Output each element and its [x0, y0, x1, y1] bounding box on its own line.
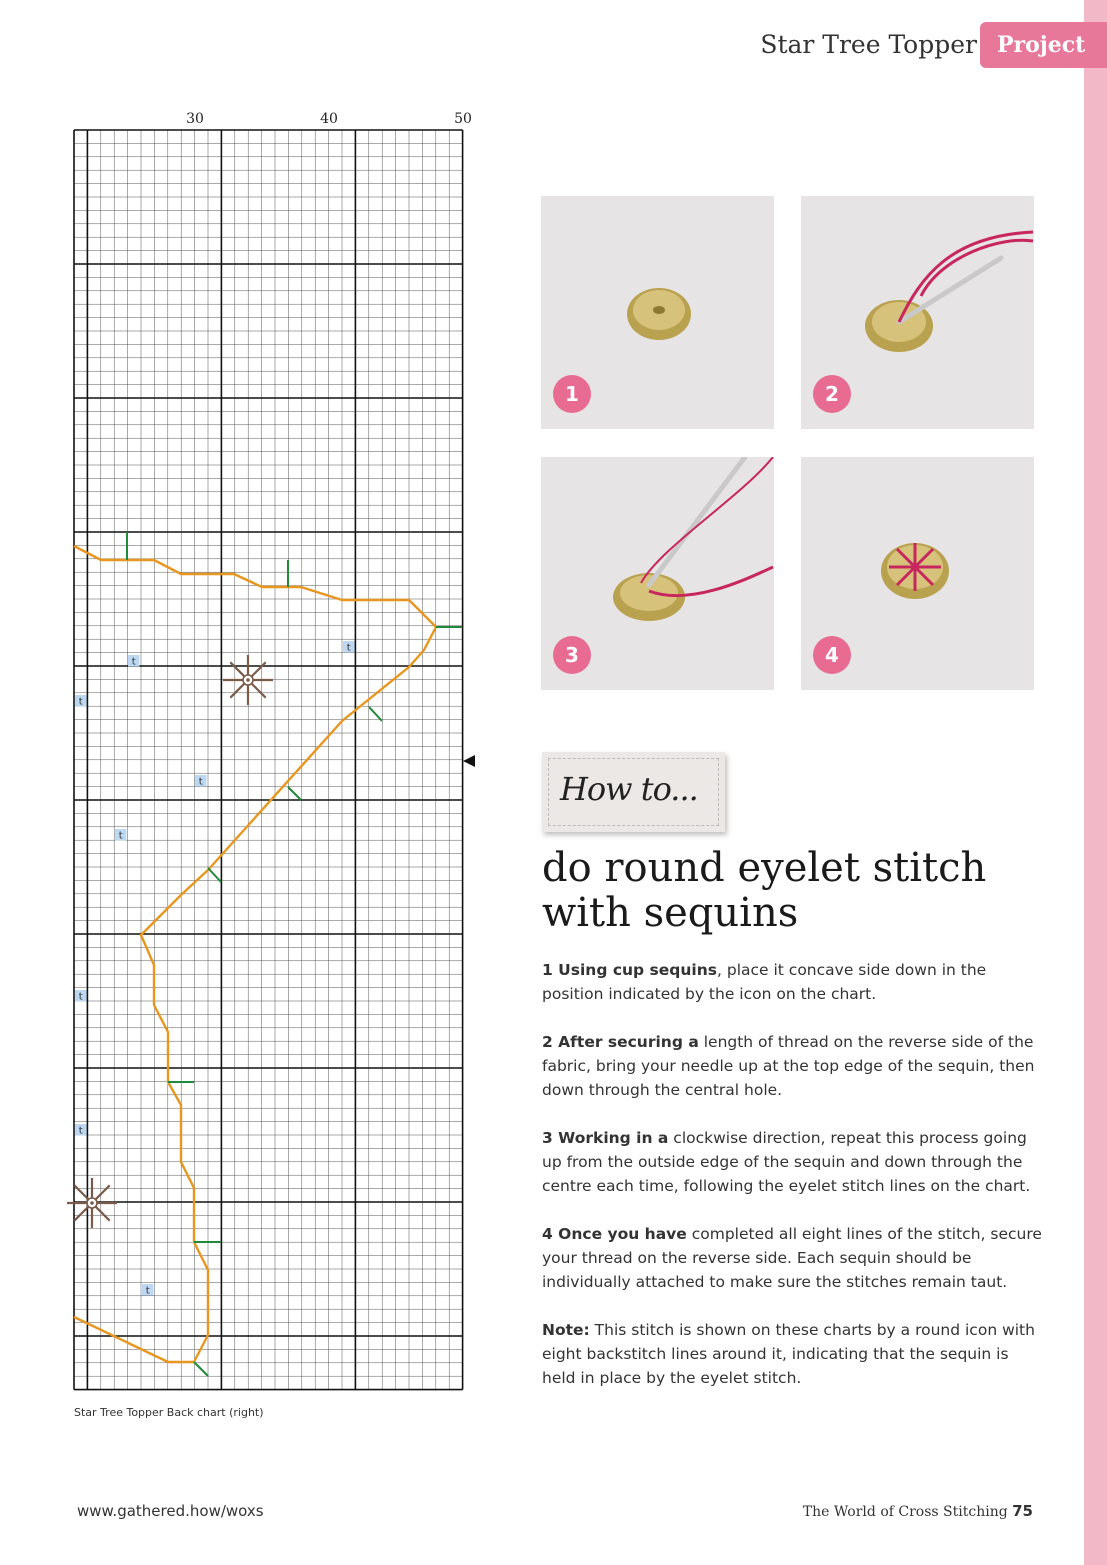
axis-label-30: 30 — [186, 111, 204, 127]
step-text: , place it concave side down in the position indicated by the icon on the chart. — [542, 961, 987, 1003]
how-to-label — [542, 752, 725, 832]
svg-text:t: t — [78, 696, 83, 708]
note-text: This stitch is shown on these charts by a round icon with eight backstitch lines around it, indicating that the sequin is held in place by the eyelet stitch. — [542, 1321, 1035, 1387]
eyelet-stitch-icon — [223, 655, 273, 705]
instruction-step — [542, 1126, 1042, 1198]
step-text: length of thread on the reverse side of the fabric, bring your needle up at the top edge of the sequin, then down through the central hole. — [542, 1033, 1035, 1099]
instruction-note — [542, 1318, 1042, 1390]
magazine-name: The World of Cross Stitching — [802, 1504, 1008, 1520]
instruction-step — [542, 1222, 1042, 1294]
svg-text:t: t — [198, 776, 203, 788]
footer-url: www.gathered.how/woxs — [77, 1502, 264, 1520]
section-title: Star Tree Topper — [760, 30, 977, 59]
green-backstitch-mark — [369, 707, 382, 721]
chart-caption: Star Tree Topper Back chart (right) — [74, 1406, 264, 1419]
green-backstitch-mark — [288, 787, 301, 800]
page-number: 75 — [1012, 1502, 1033, 1520]
centre-marker-arrow — [463, 755, 475, 767]
step-lead: 1 Using cup sequins — [542, 961, 717, 979]
axis-label-40: 40 — [320, 111, 338, 127]
section-tab: Project — [980, 22, 1107, 68]
step-number-badge: 3 — [553, 636, 591, 674]
svg-text:t: t — [346, 642, 351, 654]
instruction-steps — [542, 958, 1042, 1414]
step-number-badge: 2 — [813, 375, 851, 413]
sequin-position-symbol — [195, 775, 206, 787]
svg-text:t: t — [131, 656, 136, 668]
sequin-position-symbol — [115, 829, 126, 841]
instruction-step — [542, 1030, 1042, 1102]
how-to-label-text: How to... — [560, 770, 698, 808]
step-lead: 3 Working in a — [542, 1129, 669, 1147]
sequin-position-symbol — [128, 655, 139, 667]
instruction-step — [542, 958, 1042, 1006]
svg-text:t: t — [78, 991, 83, 1003]
eyelet-stitch-icon — [67, 1178, 117, 1228]
svg-text:t: t — [118, 830, 123, 842]
green-backstitch-mark — [208, 868, 221, 882]
sequin-position-symbol — [75, 1124, 86, 1136]
step-photo-2 — [801, 196, 1034, 429]
step-lead: 4 Once you have — [542, 1225, 687, 1243]
page-edge-strip — [1084, 0, 1107, 1565]
step-photo-4 — [801, 457, 1034, 690]
instructions-heading — [542, 846, 1062, 936]
svg-text:t: t — [145, 1285, 150, 1297]
step-number-badge: 1 — [553, 375, 591, 413]
step-text: completed all eight lines of the stitch, secure your thread on the reverse side. Each sequin should be individually attached to make sure the stitches remain taut. — [542, 1225, 1042, 1291]
svg-text:t: t — [78, 1125, 83, 1137]
footer-magazine — [803, 1502, 1033, 1520]
sequin-position-symbol — [343, 641, 354, 653]
step-lead: 2 After securing a — [542, 1033, 699, 1051]
sequin-position-symbol — [75, 695, 86, 707]
green-backstitch-mark — [194, 1362, 208, 1376]
cross-stitch-chart — [0, 100, 490, 1400]
axis-label-50: 50 — [454, 111, 472, 127]
heading-line-1: do round eyelet stitch — [542, 845, 987, 891]
step-photo-3 — [541, 457, 774, 690]
heading-line-2: with sequins — [542, 890, 799, 936]
step-text: clockwise direction, repeat this process going up from the outside edge of the sequin and down through the centre each time, following the eyelet stitch lines on the chart. — [542, 1129, 1031, 1195]
step-number-badge: 4 — [813, 636, 851, 674]
tree-outline-backstitch — [74, 546, 436, 1362]
note-lead: Note: — [542, 1321, 590, 1339]
step-photo-1 — [541, 196, 774, 429]
sequin-position-symbol — [142, 1284, 153, 1296]
sequin-position-symbol — [75, 990, 86, 1002]
